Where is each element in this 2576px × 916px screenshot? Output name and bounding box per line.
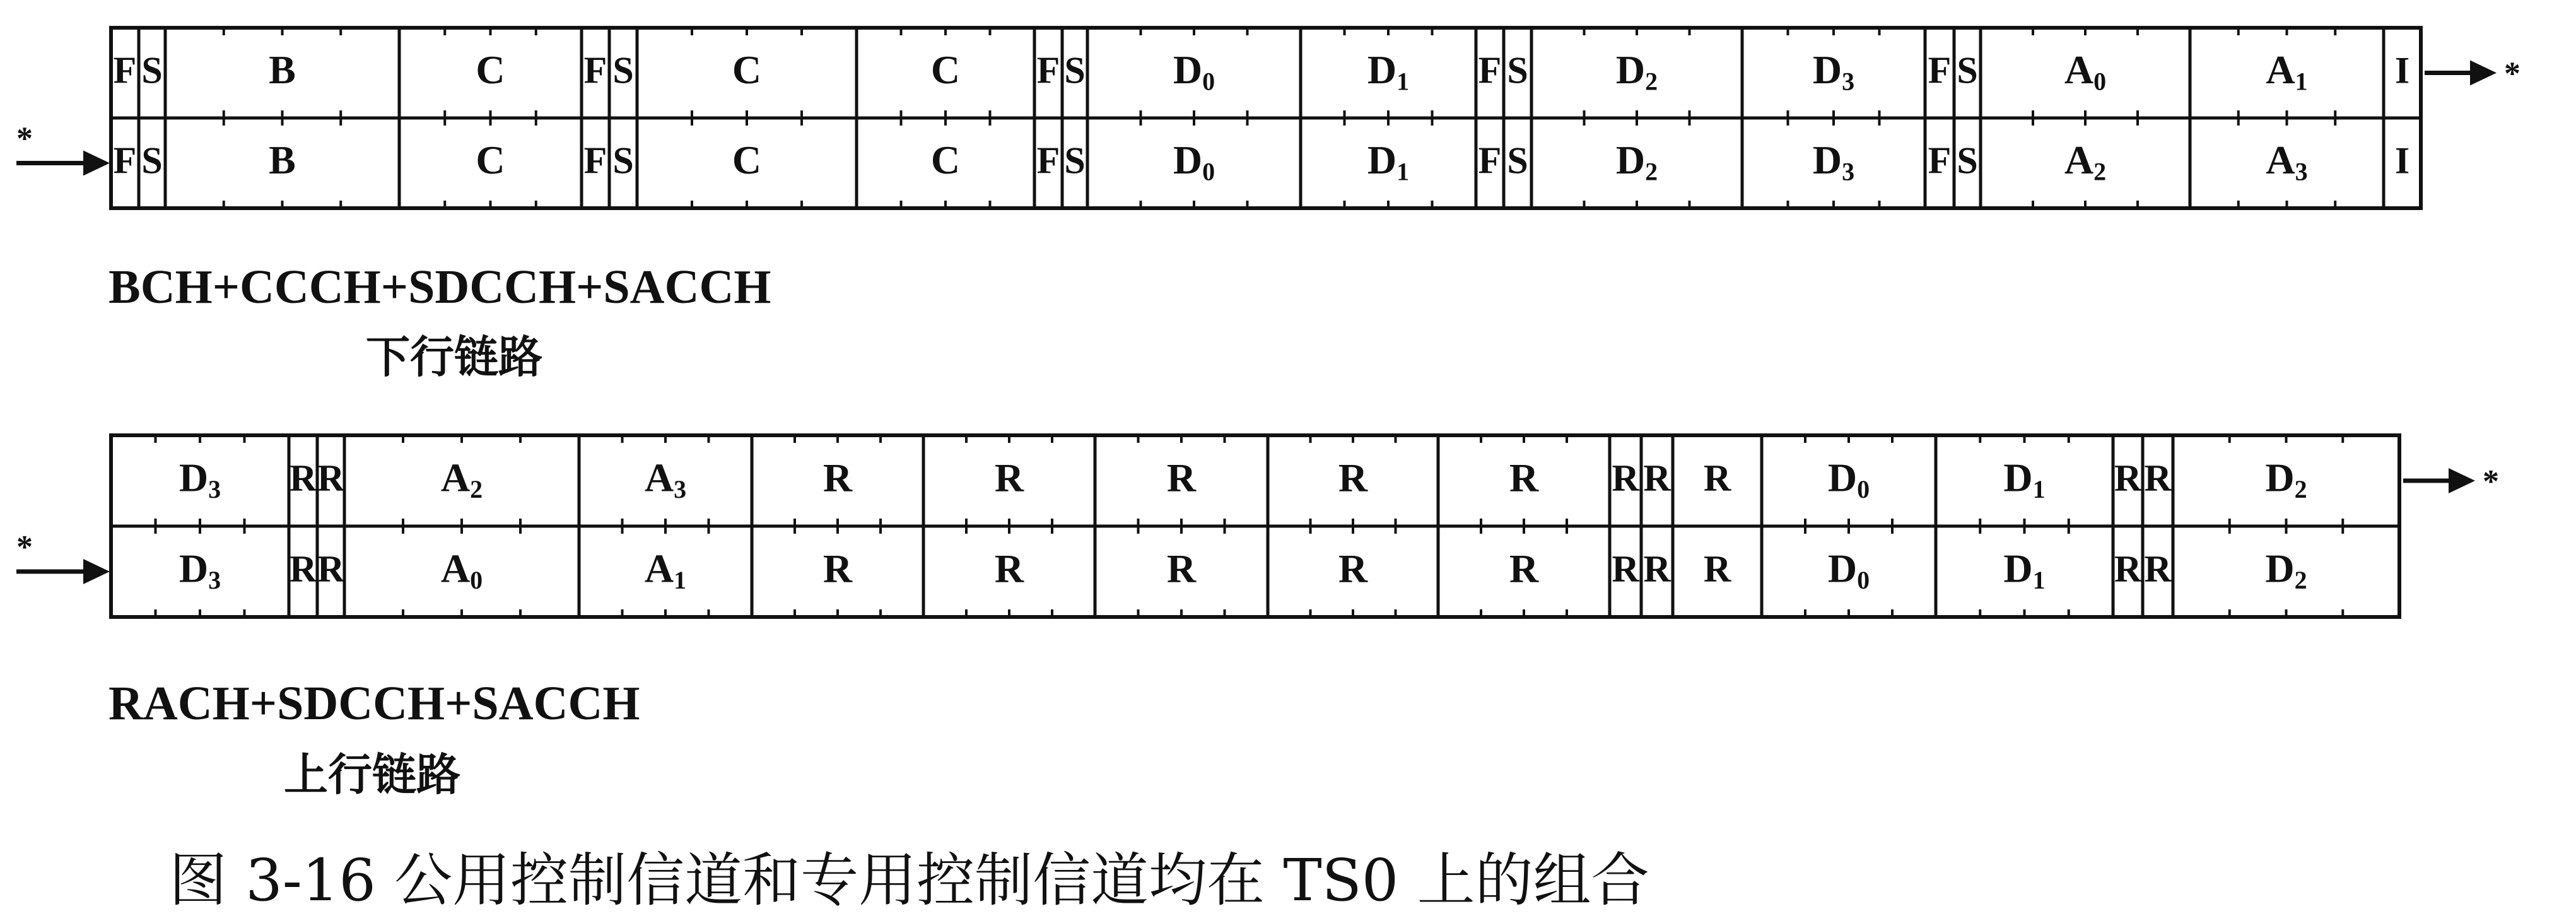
downlink-cell-label: F bbox=[1478, 139, 1502, 182]
downlink-cell-label: S bbox=[1507, 139, 1528, 182]
downlink-cell-label: F bbox=[1478, 49, 1502, 91]
uplink-cell-label: R bbox=[1338, 546, 1368, 591]
downlink-row1-cell bbox=[1531, 28, 1742, 118]
uplink-cell-label: $A_1$ bbox=[644, 546, 687, 595]
uplink-cell-label: R bbox=[994, 455, 1024, 500]
uplink-row2-cell bbox=[1438, 526, 1610, 617]
uplink-cell-label: R bbox=[289, 457, 317, 499]
downlink-cell-label: I bbox=[2394, 49, 2410, 91]
uplink-channel-label: RACH+SDCCH+SACCH bbox=[108, 677, 640, 730]
uplink-multiframe bbox=[16, 435, 2499, 617]
uplink-cell-label: R bbox=[2144, 457, 2172, 499]
downlink-channel-label: BCH+CCCH+SDCCH+SACCH bbox=[108, 261, 771, 314]
downlink-cell-label: C bbox=[732, 138, 762, 183]
uplink-row1-cell bbox=[1610, 435, 1641, 526]
uplink-cell-label: R bbox=[2144, 548, 2172, 590]
uplink-cell-label: R bbox=[317, 548, 345, 590]
uplink-cell-label: $D_0$ bbox=[1827, 546, 1870, 595]
uplink-cell-label: $D_1$ bbox=[2003, 455, 2046, 504]
downlink-row2-cell bbox=[1062, 118, 1087, 208]
downlink-cell-label: S bbox=[141, 49, 163, 91]
downlink-cell-label: S bbox=[1507, 49, 1528, 91]
downlink-row2-cell bbox=[857, 118, 1034, 208]
downlink-cell-label: S bbox=[1957, 49, 1978, 91]
downlink-row2-cell bbox=[1034, 118, 1062, 208]
downlink-cell-label: F bbox=[113, 139, 137, 182]
uplink-row2-cell bbox=[111, 526, 289, 617]
uplink-cell-label: R bbox=[1643, 457, 1671, 499]
downlink-cell-label: S bbox=[612, 49, 634, 91]
uplink-input-marker: * bbox=[16, 529, 33, 565]
uplink-cell-label: R bbox=[2114, 548, 2142, 590]
downlink-cell-label: C bbox=[732, 47, 762, 93]
downlink-cell-label: $D_3$ bbox=[1812, 47, 1855, 96]
downlink-cell-label: C bbox=[476, 138, 505, 183]
uplink-row1-cell bbox=[1936, 435, 2113, 526]
downlink-row1-cell bbox=[1954, 28, 1981, 118]
downlink-cell-label: $D_0$ bbox=[1173, 138, 1215, 186]
downlink-row1-cell bbox=[1301, 28, 1476, 118]
downlink-row1-cell bbox=[1925, 28, 1954, 118]
downlink-row1-cell bbox=[399, 28, 582, 118]
downlink-row1-cell bbox=[2190, 28, 2384, 118]
downlink-cell-label: $D_2$ bbox=[1615, 47, 1658, 96]
uplink-row1-cell bbox=[2173, 435, 2399, 526]
downlink-row2-cell bbox=[2384, 118, 2421, 208]
downlink-row1-cell bbox=[1742, 28, 1925, 118]
uplink-cell-label: R bbox=[1338, 455, 1368, 500]
uplink-input-arrowhead bbox=[83, 559, 110, 584]
uplink-cell-label: R bbox=[1643, 548, 1671, 590]
uplink-cell-label: $A_0$ bbox=[440, 546, 483, 595]
downlink-row2-cell bbox=[1301, 118, 1476, 208]
downlink-row2-cell bbox=[1504, 118, 1531, 208]
uplink-cell-label: R bbox=[823, 455, 853, 500]
downlink-cell-label: F bbox=[583, 139, 607, 182]
downlink-row2-cell bbox=[1531, 118, 1742, 208]
uplink-cell-label: R bbox=[317, 457, 345, 499]
downlink-output-arrowhead bbox=[2470, 61, 2497, 86]
uplink-row2-cell bbox=[923, 526, 1095, 617]
downlink-cell-label: $A_1$ bbox=[2266, 47, 2308, 96]
downlink-row1-cell bbox=[1034, 28, 1062, 118]
uplink-cell-label: R bbox=[1509, 546, 1539, 591]
uplink-row2-cell bbox=[344, 526, 579, 617]
uplink-cell-label: $A_3$ bbox=[644, 455, 687, 504]
figure-caption: 图 3-16 公用控制信道和专用控制信道均在 TS0 上的组合 bbox=[169, 847, 1649, 914]
uplink-row2-cell bbox=[289, 526, 317, 617]
uplink-cell-label: R bbox=[1612, 457, 1639, 499]
uplink-row2-cell bbox=[1936, 526, 2113, 617]
downlink-cell-label: F bbox=[583, 49, 607, 91]
downlink-cell-label: S bbox=[1064, 49, 1086, 91]
downlink-row2-cell bbox=[1087, 118, 1301, 208]
downlink-row1-cell bbox=[1062, 28, 1087, 118]
downlink-row2-cell bbox=[637, 118, 857, 208]
uplink-cell-label: R bbox=[2114, 457, 2142, 499]
uplink-row1-cell bbox=[923, 435, 1095, 526]
downlink-cell-label: C bbox=[930, 138, 961, 183]
downlink-row2-cell bbox=[1742, 118, 1925, 208]
downlink-row1-cell bbox=[637, 28, 857, 118]
uplink-row1-cell bbox=[2113, 435, 2143, 526]
downlink-row2-cell bbox=[165, 118, 399, 208]
uplink-row2-cell bbox=[1268, 526, 1438, 617]
downlink-cell-label: S bbox=[612, 139, 634, 182]
uplink-cell-label: $D_1$ bbox=[2003, 546, 2046, 595]
downlink-row1-cell bbox=[139, 28, 165, 118]
downlink-cell-label: $A_0$ bbox=[2064, 47, 2107, 96]
uplink-row1-cell bbox=[1438, 435, 1610, 526]
downlink-cell-label: $A_2$ bbox=[2064, 138, 2107, 186]
downlink-row1-cell bbox=[1981, 28, 2190, 118]
uplink-row2-cell bbox=[1610, 526, 1641, 617]
uplink-cell-label: R bbox=[1166, 546, 1197, 591]
downlink-cell-label: C bbox=[930, 47, 961, 93]
uplink-row1-cell bbox=[752, 435, 923, 526]
downlink-cell-label: F bbox=[1036, 139, 1060, 182]
downlink-cell-label: $D_3$ bbox=[1812, 138, 1855, 186]
downlink-cell-label: $D_1$ bbox=[1367, 47, 1410, 96]
uplink-output-arrowhead bbox=[2449, 468, 2475, 493]
downlink-cell-label: F bbox=[1928, 139, 1952, 182]
downlink-input-marker: * bbox=[16, 120, 33, 157]
uplink-row1-cell bbox=[289, 435, 317, 526]
downlink-cell-label: S bbox=[141, 139, 163, 182]
uplink-row1-cell bbox=[344, 435, 579, 526]
downlink-row2-cell bbox=[2190, 118, 2384, 208]
uplink-cell-label: R bbox=[994, 546, 1024, 591]
uplink-cell-label: R bbox=[1703, 548, 1731, 590]
uplink-row2-cell bbox=[752, 526, 923, 617]
uplink-cell-label: R bbox=[1703, 457, 1731, 499]
uplink-cell-label: $D_2$ bbox=[2265, 546, 2307, 595]
uplink-cell-label: R bbox=[1612, 548, 1639, 590]
uplink-row2-cell bbox=[1762, 526, 1936, 617]
downlink-cell-label: F bbox=[113, 49, 137, 91]
downlink-row1-cell bbox=[857, 28, 1034, 118]
downlink-row1-cell bbox=[609, 28, 637, 118]
uplink-row2-cell bbox=[1673, 526, 1762, 617]
downlink-row2-cell bbox=[111, 118, 139, 208]
downlink-row1-cell bbox=[1504, 28, 1531, 118]
downlink-input-arrowhead bbox=[83, 151, 110, 176]
downlink-title: 下行链路 bbox=[366, 334, 542, 382]
uplink-row1-cell bbox=[111, 435, 289, 526]
downlink-output-marker: * bbox=[2504, 56, 2520, 92]
uplink-cell-label: $D_2$ bbox=[2265, 455, 2307, 504]
downlink-row2-cell bbox=[1476, 118, 1504, 208]
downlink-cell-label: $D_0$ bbox=[1173, 47, 1215, 96]
downlink-cell-label: B bbox=[269, 47, 296, 93]
uplink-row2-cell bbox=[2173, 526, 2399, 617]
downlink-cell-label: F bbox=[1928, 49, 1952, 91]
uplink-row2-cell bbox=[2143, 526, 2173, 617]
uplink-row2-cell bbox=[579, 526, 752, 617]
downlink-row1-cell bbox=[1476, 28, 1504, 118]
uplink-row2-cell bbox=[1641, 526, 1673, 617]
uplink-cell-label: R bbox=[289, 548, 317, 590]
uplink-row1-cell bbox=[2143, 435, 2173, 526]
downlink-row2-cell bbox=[139, 118, 165, 208]
uplink-cell-label: $A_2$ bbox=[440, 455, 483, 504]
downlink-row2-cell bbox=[1925, 118, 1954, 208]
downlink-row1-cell bbox=[1087, 28, 1301, 118]
downlink-cell-label: $D_2$ bbox=[1615, 138, 1658, 186]
downlink-row1-cell bbox=[2384, 28, 2421, 118]
downlink-row2-cell bbox=[1981, 118, 2190, 208]
downlink-row2-cell bbox=[582, 118, 609, 208]
downlink-cell-label: S bbox=[1064, 139, 1086, 182]
downlink-row2-cell bbox=[399, 118, 582, 208]
downlink-cell-label: S bbox=[1957, 139, 1978, 182]
uplink-row1-cell bbox=[1268, 435, 1438, 526]
uplink-row1-cell bbox=[579, 435, 752, 526]
downlink-multiframe bbox=[16, 28, 2520, 208]
uplink-row2-cell bbox=[1095, 526, 1268, 617]
downlink-row1-cell bbox=[111, 28, 139, 118]
uplink-cell-label: R bbox=[823, 546, 853, 591]
uplink-output-marker: * bbox=[2483, 464, 2499, 500]
uplink-row1-cell bbox=[1762, 435, 1936, 526]
downlink-row1-cell bbox=[582, 28, 609, 118]
downlink-cell-label: $A_3$ bbox=[2266, 138, 2308, 186]
uplink-row1-cell bbox=[1673, 435, 1762, 526]
uplink-row2-cell bbox=[2113, 526, 2143, 617]
uplink-cell-label: R bbox=[1166, 455, 1197, 500]
downlink-cell-label: B bbox=[269, 138, 296, 183]
uplink-cell-label: R bbox=[1509, 455, 1539, 500]
downlink-row2-cell bbox=[1954, 118, 1981, 208]
uplink-cell-label: $D_3$ bbox=[179, 546, 221, 595]
downlink-cell-label: $D_1$ bbox=[1367, 138, 1410, 186]
downlink-cell-label: I bbox=[2394, 139, 2410, 182]
uplink-row2-cell bbox=[317, 526, 345, 617]
uplink-row1-cell bbox=[1095, 435, 1268, 526]
uplink-row1-cell bbox=[1641, 435, 1673, 526]
uplink-row1-cell bbox=[317, 435, 345, 526]
uplink-title: 上行链路 bbox=[284, 751, 460, 800]
downlink-cell-label: C bbox=[476, 47, 505, 93]
uplink-cell-label: $D_3$ bbox=[179, 455, 221, 504]
downlink-cell-label: F bbox=[1036, 49, 1060, 91]
uplink-cell-label: $D_0$ bbox=[1827, 455, 1870, 504]
downlink-row1-cell bbox=[165, 28, 399, 118]
downlink-row2-cell bbox=[609, 118, 637, 208]
